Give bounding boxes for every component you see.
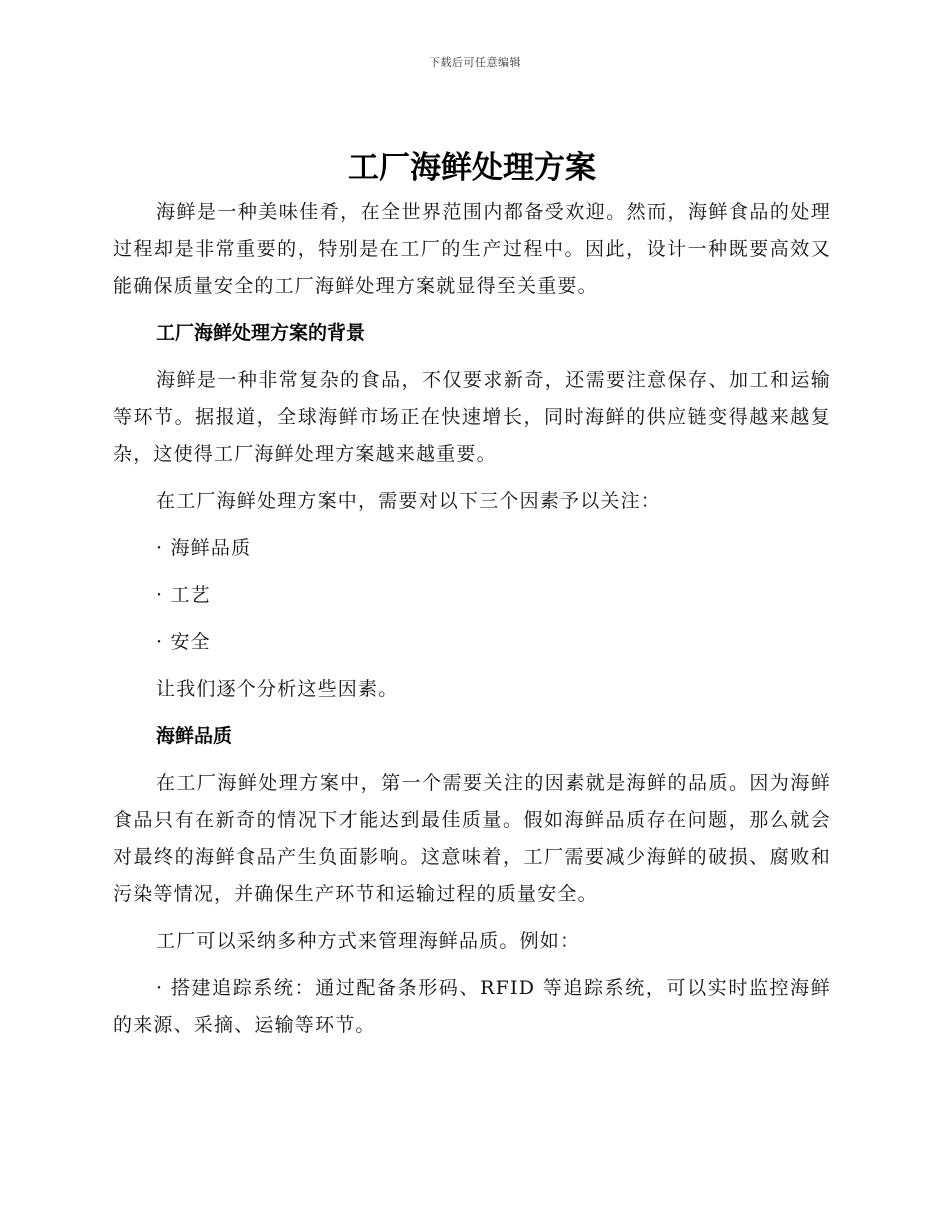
bullet-item-quality: · 海鲜品质: [156, 537, 252, 559]
document-title: 工厂海鲜处理方案: [348, 150, 596, 186]
analysis-intro-paragraph: 让我们逐个分析这些因素。: [156, 678, 399, 700]
bullet-item-process: · 工艺: [156, 584, 211, 606]
document-body: [113, 146, 831, 1044]
background-paragraph: 海鲜是一种非常复杂的食品，不仅要求新奇，还需要注意保存、加工和运输等环节。据报道，全球海鲜市场正在快速增长，同时海鲜的供应链变得越来越复杂，这使得工厂海鲜处理方案越来越重要。: [113, 369, 831, 465]
bullet-item-safety: · 安全: [156, 631, 211, 653]
header-note: 下载后可任意编辑: [429, 56, 521, 69]
intro-paragraph: 海鲜是一种美味佳肴，在全世界范围内都备受欢迎。然而，海鲜食品的处理过程却是非常重要的，特别是在工厂的生产过程中。因此，设计一种既要高效又能确保质量安全的工厂海鲜处理方案就显得至关重要。: [113, 201, 831, 297]
quality-methods-paragraph: 工厂可以采纳多种方式来管理海鲜品质。例如：: [156, 930, 581, 952]
section-heading-background: 工厂海鲜处理方案的背景: [156, 322, 366, 344]
factors-intro-paragraph: 在工厂海鲜处理方案中，需要对以下三个因素予以关注：: [156, 490, 662, 512]
tracking-system-paragraph: · 搭建追踪系统：通过配备条形码、RFID 等追踪系统，可以实时监控海鲜的来源、采摘、运输等环节。: [113, 977, 831, 1036]
quality-paragraph: 在工厂海鲜处理方案中，第一个需要关注的因素就是海鲜的品质。因为海鲜食品只有在新奇的情况下才能达到最佳质量。假如海鲜品质存在问题，那么就会对最终的海鲜食品产生负面影响。这意味着，工厂需要减少海鲜的破损、腐败和污染等情况，并确保生产环节和运输过程的质量安全。: [113, 772, 831, 905]
section-heading-quality: 海鲜品质: [156, 725, 233, 747]
